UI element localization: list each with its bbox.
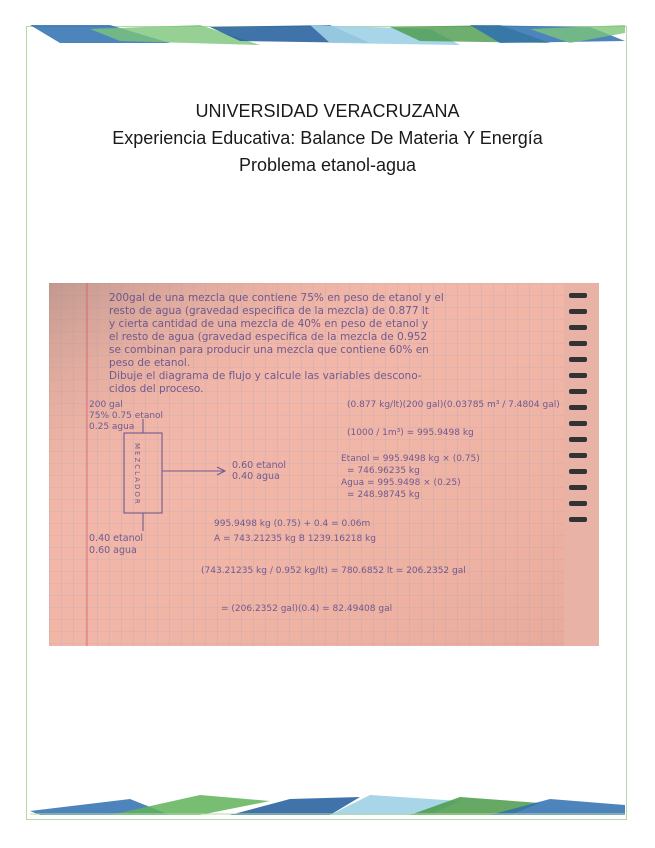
svg-text:0.40 agua: 0.40 agua [232,471,280,482]
svg-text:(743.21235 kg / 0.952 kg/lt) =: (743.21235 kg / 0.952 kg/lt) = 780.6852 lt = 206.2352 gal [201,566,466,576]
svg-text:(0.877 kg/lt)(200 gal)(0.03785: (0.877 kg/lt)(200 gal)(0.03785 m³ / 7.4804 gal) [347,400,560,410]
svg-text:resto de agua (gravedad especi: resto de agua (gravedad especifica de la mezcla) de 0.877 lt [109,305,429,317]
footer-decoration [30,793,625,815]
svg-text:Etanol = 995.9498 kg × (0.75): Etanol = 995.9498 kg × (0.75) [341,454,480,464]
course-title: Experiencia Educativa: Balance De Materia Y Energía [112,128,543,148]
mixer-label: MEZCLADOR [133,443,141,506]
svg-text:995.9498 kg (0.75) + 0.4 = 0.0: 995.9498 kg (0.75) + 0.4 = 0.06m [214,519,371,529]
document-header [0,98,655,179]
svg-text:Agua = 995.9498 × (0.25): Agua = 995.9498 × (0.25) [341,478,461,488]
notebook-photo [49,283,599,646]
svg-text:cidos del proceso.: cidos del proceso. [109,383,204,395]
svg-text:0.60 agua: 0.60 agua [89,545,137,556]
svg-text:se combinan para producir una: se combinan para producir una mezcla que contiene 60% en [109,344,429,356]
svg-text:(1000 / 1m³) = 995.9498 kg: (1000 / 1m³) = 995.9498 kg [347,428,474,438]
svg-text:200 gal: 200 gal [89,400,123,410]
svg-text:= 746.96235 kg: = 746.96235 kg [347,466,420,476]
spiral-binding [569,293,587,522]
svg-text:A = 743.21235 kg B 1239.1621: A = 743.21235 kg B 1239.16218 kg [214,534,376,544]
svg-text:0.40 etanol: 0.40 etanol [89,533,144,544]
output-stream [232,460,286,482]
svg-text:200gal de una mezcla que conti: 200gal de una mezcla que contiene 75% en peso de etanol y el [109,292,444,304]
svg-text:peso de etanol.: peso de etanol. [109,357,191,369]
problem-title: Problema etanol-agua [238,155,417,175]
svg-text:Dibuje el diagrama de flujo y: Dibuje el diagrama de flujo y calcule las variables descono- [109,370,422,382]
svg-text:0.25 agua: 0.25 agua [89,422,135,432]
university-name: UNIVERSIDAD VERACRUZANA [195,101,460,121]
svg-text:el resto de agua (gravedad esp: el resto de agua (gravedad especifica de la mezcla de 0.952 [109,331,428,343]
feed-stream-2 [89,533,143,556]
svg-text:0.60 etanol: 0.60 etanol [232,460,287,471]
svg-text:= 248.98745 kg: = 248.98745 kg [347,490,420,500]
svg-text:y cierta cantidad de una mezcl: y cierta cantidad de una mezcla de 40% en peso de etanol y [109,318,429,330]
header-decoration [30,25,625,47]
svg-text:75% 0.75 etanol: 75% 0.75 etanol [89,411,164,421]
problem-statement [109,292,444,395]
svg-text:= (206.2352 gal)(0.4) = 82.494: = (206.2352 gal)(0.4) = 82.49408 gal [221,604,393,614]
